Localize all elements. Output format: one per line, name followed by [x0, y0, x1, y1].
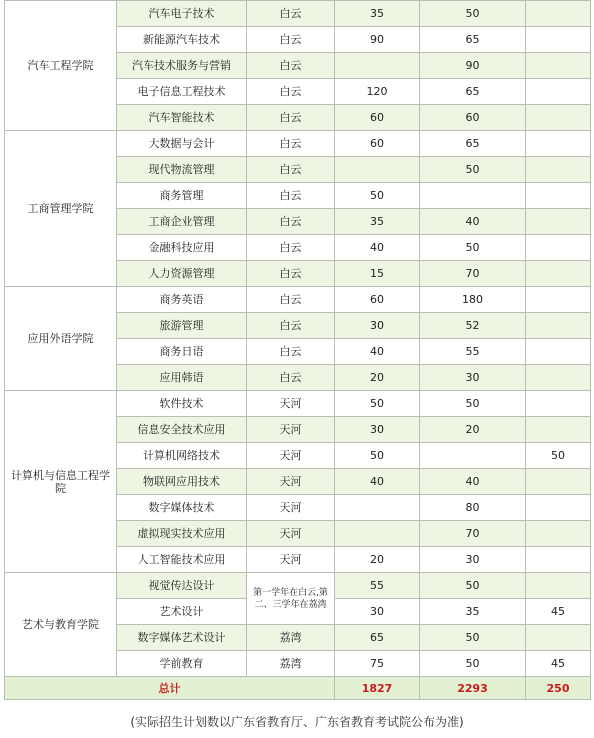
- major-cell: 信息安全技术应用: [117, 417, 247, 443]
- campus-cell: 白云: [247, 287, 335, 313]
- campus-cell: 天河: [247, 547, 335, 573]
- plan-cell: [526, 209, 591, 235]
- major-cell: 软件技术: [117, 391, 247, 417]
- campus-cell: 第一学年在白云,第二、三学年在荔湾: [247, 573, 335, 625]
- table-row: [5, 391, 591, 417]
- major-cell: 商务英语: [117, 287, 247, 313]
- plan-cell: 50: [526, 443, 591, 469]
- college-cell: 计算机与信息工程学院: [5, 391, 117, 573]
- plan-cell: [526, 469, 591, 495]
- major-cell: 新能源汽车技术: [117, 27, 247, 53]
- plan-cell: 50: [420, 651, 526, 677]
- plan-cell: 75: [335, 651, 420, 677]
- plan-cell: 55: [420, 339, 526, 365]
- campus-cell: 白云: [247, 313, 335, 339]
- plan-cell: 70: [420, 261, 526, 287]
- plan-cell: 30: [335, 417, 420, 443]
- college-cell: 应用外语学院: [5, 287, 117, 391]
- plan-cell: [526, 287, 591, 313]
- major-cell: 应用韩语: [117, 365, 247, 391]
- campus-cell: 白云: [247, 105, 335, 131]
- campus-cell: 白云: [247, 183, 335, 209]
- plan-cell: [335, 495, 420, 521]
- plan-cell: 40: [420, 209, 526, 235]
- major-cell: 汽车智能技术: [117, 105, 247, 131]
- plan-cell: [335, 521, 420, 547]
- campus-cell: 白云: [247, 261, 335, 287]
- plan-cell: [526, 261, 591, 287]
- major-cell: 工商企业管理: [117, 209, 247, 235]
- plan-cell: [526, 313, 591, 339]
- college-cell: 艺术与教育学院: [5, 573, 117, 677]
- plan-cell: [526, 27, 591, 53]
- major-cell: 金融科技应用: [117, 235, 247, 261]
- plan-cell: 40: [420, 469, 526, 495]
- major-cell: 旅游管理: [117, 313, 247, 339]
- major-cell: 商务管理: [117, 183, 247, 209]
- campus-cell: 白云: [247, 131, 335, 157]
- major-cell: 商务日语: [117, 339, 247, 365]
- plan-cell: 60: [335, 287, 420, 313]
- enrollment-plan-table: [4, 0, 591, 700]
- plan-cell: 50: [420, 625, 526, 651]
- table-row: [5, 573, 591, 599]
- plan-cell: 180: [420, 287, 526, 313]
- plan-cell: [526, 53, 591, 79]
- major-cell: 人工智能技术应用: [117, 547, 247, 573]
- college-cell: 工商管理学院: [5, 131, 117, 287]
- plan-cell: 70: [420, 521, 526, 547]
- campus-cell: 天河: [247, 443, 335, 469]
- campus-cell: 白云: [247, 157, 335, 183]
- plan-cell: 30: [420, 365, 526, 391]
- plan-cell: 90: [420, 53, 526, 79]
- plan-cell: 45: [526, 599, 591, 625]
- plan-cell: [526, 625, 591, 651]
- campus-cell: 白云: [247, 235, 335, 261]
- major-cell: 艺术设计: [117, 599, 247, 625]
- campus-cell: 天河: [247, 521, 335, 547]
- plan-cell: 65: [420, 79, 526, 105]
- plan-cell: [335, 157, 420, 183]
- plan-cell: 20: [335, 547, 420, 573]
- campus-cell: 白云: [247, 79, 335, 105]
- major-cell: 虚拟现实技术应用: [117, 521, 247, 547]
- plan-cell: 30: [335, 313, 420, 339]
- plan-cell: [526, 131, 591, 157]
- major-cell: 人力资源管理: [117, 261, 247, 287]
- plan-cell: 45: [526, 651, 591, 677]
- campus-cell: 天河: [247, 391, 335, 417]
- plan-cell: [526, 391, 591, 417]
- major-cell: 数字媒体艺术设计: [117, 625, 247, 651]
- campus-cell: 白云: [247, 53, 335, 79]
- plan-cell: 65: [335, 625, 420, 651]
- footnote-caption: (实际招生计划数以广东省教育厅、广东省教育考试院公布为准): [130, 715, 464, 729]
- plan-cell: 80: [420, 495, 526, 521]
- plan-cell: 55: [335, 573, 420, 599]
- total-row: [5, 677, 591, 700]
- plan-cell: 50: [420, 157, 526, 183]
- plan-cell: 90: [335, 27, 420, 53]
- plan-cell: [526, 1, 591, 27]
- plan-cell: [526, 105, 591, 131]
- major-cell: 汽车技术服务与营销: [117, 53, 247, 79]
- plan-cell: 50: [335, 183, 420, 209]
- major-cell: 数字媒体技术: [117, 495, 247, 521]
- major-cell: 物联网应用技术: [117, 469, 247, 495]
- campus-cell: 白云: [247, 1, 335, 27]
- major-cell: 大数据与会计: [117, 131, 247, 157]
- campus-cell: 天河: [247, 469, 335, 495]
- plan-cell: [526, 521, 591, 547]
- plan-cell: 30: [420, 547, 526, 573]
- plan-cell: [335, 53, 420, 79]
- plan-cell: [526, 365, 591, 391]
- total-cell: 2293: [420, 677, 526, 700]
- plan-cell: [420, 183, 526, 209]
- plan-cell: [526, 79, 591, 105]
- campus-cell: 白云: [247, 27, 335, 53]
- table-row: [5, 131, 591, 157]
- campus-cell: 天河: [247, 495, 335, 521]
- plan-cell: 40: [335, 469, 420, 495]
- plan-cell: [526, 157, 591, 183]
- campus-cell: 白云: [247, 209, 335, 235]
- major-cell: 现代物流管理: [117, 157, 247, 183]
- plan-cell: 60: [335, 105, 420, 131]
- table-row: [5, 287, 591, 313]
- plan-cell: [526, 183, 591, 209]
- plan-cell: 20: [420, 417, 526, 443]
- campus-cell: 白云: [247, 339, 335, 365]
- plan-cell: 120: [335, 79, 420, 105]
- plan-cell: 60: [335, 131, 420, 157]
- plan-cell: 50: [420, 235, 526, 261]
- plan-cell: [420, 443, 526, 469]
- campus-cell: 天河: [247, 417, 335, 443]
- plan-cell: 35: [335, 209, 420, 235]
- plan-cell: 35: [335, 1, 420, 27]
- campus-cell: 白云: [247, 365, 335, 391]
- major-cell: 电子信息工程技术: [117, 79, 247, 105]
- plan-cell: 52: [420, 313, 526, 339]
- plan-cell: 30: [335, 599, 420, 625]
- major-cell: 视觉传达设计: [117, 573, 247, 599]
- plan-cell: 50: [335, 443, 420, 469]
- plan-cell: [526, 573, 591, 599]
- major-cell: 计算机网络技术: [117, 443, 247, 469]
- plan-cell: 50: [335, 391, 420, 417]
- plan-cell: 65: [420, 27, 526, 53]
- plan-cell: 40: [335, 339, 420, 365]
- total-cell: 250: [526, 677, 591, 700]
- plan-cell: 20: [335, 365, 420, 391]
- plan-cell: [526, 547, 591, 573]
- plan-cell: 50: [420, 391, 526, 417]
- plan-cell: [526, 235, 591, 261]
- major-cell: 汽车电子技术: [117, 1, 247, 27]
- college-cell: 汽车工程学院: [5, 1, 117, 131]
- campus-cell: 荔湾: [247, 651, 335, 677]
- total-label: 总计: [5, 677, 335, 700]
- table-row: [5, 1, 591, 27]
- major-cell: 学前教育: [117, 651, 247, 677]
- plan-cell: 50: [420, 573, 526, 599]
- plan-cell: 50: [420, 1, 526, 27]
- campus-cell: 荔湾: [247, 625, 335, 651]
- plan-cell: 35: [420, 599, 526, 625]
- plan-cell: 65: [420, 131, 526, 157]
- plan-cell: [526, 339, 591, 365]
- plan-cell: 60: [420, 105, 526, 131]
- plan-cell: [526, 417, 591, 443]
- plan-cell: 15: [335, 261, 420, 287]
- total-cell: 1827: [335, 677, 420, 700]
- plan-cell: 40: [335, 235, 420, 261]
- plan-cell: [526, 495, 591, 521]
